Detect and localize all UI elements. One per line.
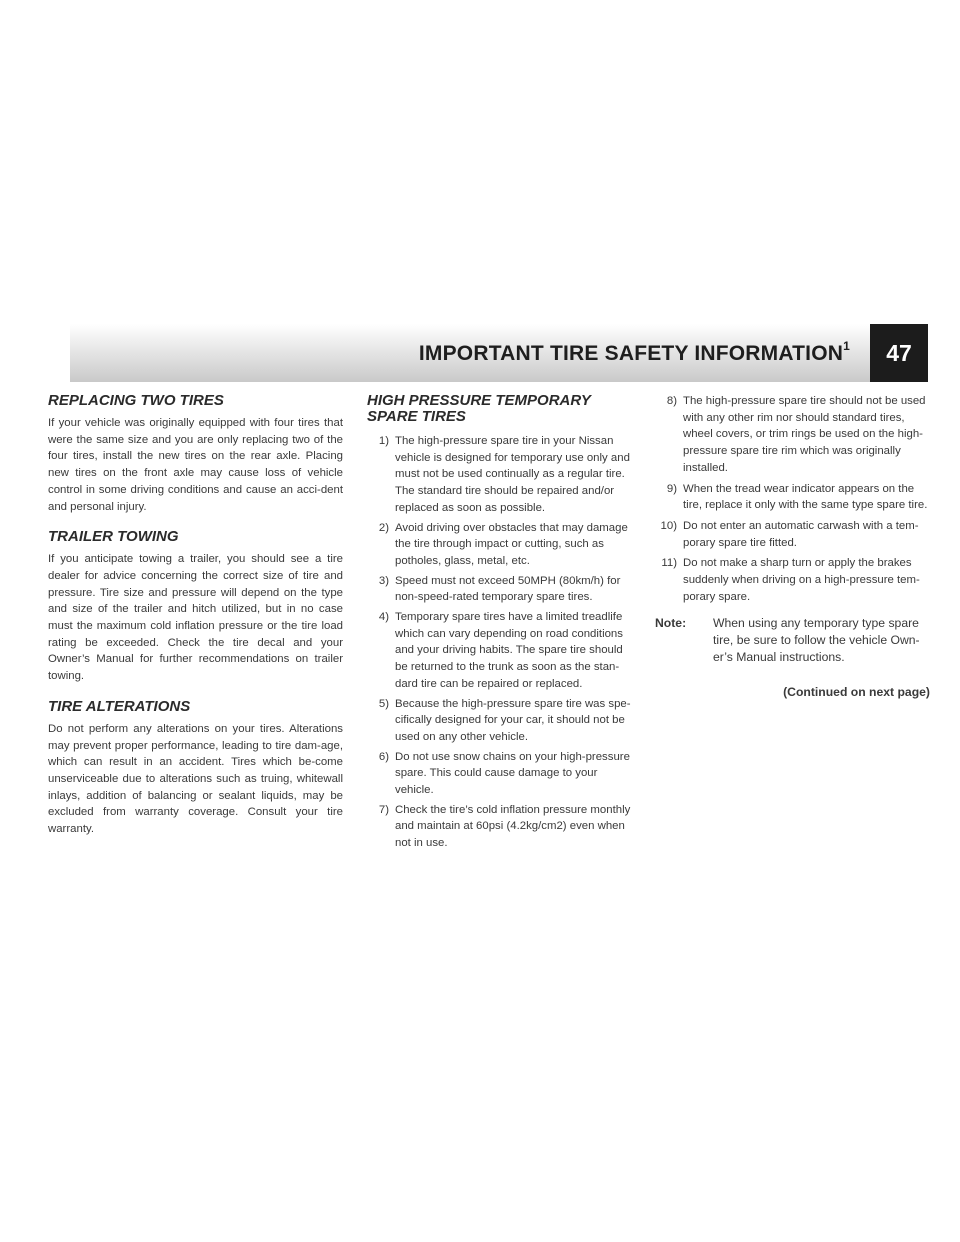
list-item-text: Do not use snow chains on your high-pressure spare. This could cause damage to your vehicle. — [395, 750, 630, 797]
note-label: Note: — [655, 616, 687, 631]
list-item-number: 5) — [378, 697, 389, 710]
note-text: When using any temporary type spare tire, be sure to follow the vehicle Own-er’s Manual instructions. — [713, 616, 920, 665]
paragraph-trailer-towing: If you anticipate towing a trailer, you should see a tire dealer for advice concerning the correct size of tire and pressure. Tire size and pressure will depend on the type and size of the trailer and hitch utilized, but in no case must the maximum cold inflation pressure or the tire load rating be exceeded. Check the tire decal and your Owner’s Manual for further recommendations on trailer towing. — [48, 553, 343, 683]
footnote-superscript: 1 — [843, 339, 850, 353]
list-item-number: 11) — [661, 557, 677, 570]
paragraph-tire-alterations: Do not perform any alterations on your tires. Alterations may prevent proper performance, leading to tire dam-age, which can result in an accident. Tires which be-come unserviceable due to alterations such as truing, whitewall inlays, addition of balancing or sealant liquids, may be excluded from warranty coverage. Consult your tire warranty. — [48, 722, 343, 836]
list-item-text: Speed must not exceed 50MPH (80km/h) for non-speed-rated temporary spare tires. — [395, 574, 621, 604]
list-item — [367, 749, 632, 799]
list-item-text: Temporary spare tires have a limited treadlife which can vary depending on road conditions and your driving habits. The spare tire should be returned to the trunk as soon as the stan-dard tire can be repaired or replaced. — [395, 611, 623, 690]
note-block — [655, 615, 930, 666]
list-item — [655, 393, 930, 477]
section-header-bar — [70, 324, 928, 382]
continued-notice: (Continued on next page) — [783, 685, 930, 700]
paragraph-replacing-two-tires: If your vehicle was originally equipped with four tires that were the same size and you are only replacing two of the four tires, install the new tires on the rear axle. Placing new tires on the front axle may cause loss of vehicle control in some driving conditions and cause an acci-dent and personal injury. — [48, 417, 343, 513]
list-item-text: The high-pressure spare tire should not be used with any other rim nor should standard tires, wheel covers, or trim rings be used on the high-pressure spare tire rim which was originally installed. — [683, 395, 926, 474]
list-item — [367, 433, 632, 517]
list-item-text: Do not make a sharp turn or apply the brakes suddenly when driving on a high-pressure tem-porary spare. — [683, 557, 920, 603]
list-item-number: 9) — [666, 482, 677, 495]
list-item-text: The high-pressure spare tire in your Nissan vehicle is designed for temporary use only and must not be used continually as a regular tire. The standard tire should be repaired and/or replaced as soon as possible. — [395, 435, 630, 514]
heading-replacing-two-tires: REPLACING TWO TIRES — [48, 392, 224, 409]
list-item-text: Avoid driving over obstacles that may damage the tire through impact or cutting, such as potholes, glass, metal, etc. — [395, 521, 628, 567]
list-item-number: 6) — [378, 750, 389, 763]
list-item — [367, 573, 632, 606]
list-item-number: 10) — [660, 519, 677, 532]
list-item — [367, 520, 632, 570]
list-item-number: 8) — [666, 395, 677, 407]
list-item — [655, 481, 930, 514]
heading-tire-alterations: TIRE ALTERATIONS — [48, 697, 191, 715]
list-item — [367, 696, 632, 746]
list-item-number: 2) — [378, 521, 389, 534]
list-item-text: Do not enter an automatic carwash with a tem-porary spare tire fitted. — [683, 519, 919, 549]
heading-trailer-towing: TRAILER TOWING — [48, 528, 179, 546]
list-item-text: Check the tire’s cold inflation pressure monthly and maintain at 60psi (4.2kg/cm2) even when not in use. — [395, 803, 631, 850]
list-item — [655, 518, 930, 551]
list-item-number: 4) — [378, 611, 389, 624]
list-item-number: 3) — [378, 574, 389, 587]
right-column — [655, 393, 930, 701]
section-title: IMPORTANT TIRE SAFETY INFORMATION$^1$ — [418, 339, 850, 365]
list-item — [367, 802, 632, 852]
list-item-number: 1) — [378, 435, 389, 447]
page-number: 47 — [870, 324, 928, 382]
middle-column — [367, 393, 632, 855]
list-item-number: 7) — [378, 803, 389, 816]
list-item-text: Because the high-pressure spare tire was spe-cifically designed for your car, it should not be used on any other vehicle. — [395, 697, 631, 743]
list-item — [367, 609, 632, 693]
list-item — [655, 555, 930, 605]
heading-spare-tires: HIGH PRESSURE TEMPORARY SPARE TIRES — [367, 392, 591, 425]
list-item-text: When the tread wear indicator appears on the tire, replace it only with the same type spare tire. — [683, 482, 928, 512]
left-column — [48, 393, 343, 838]
